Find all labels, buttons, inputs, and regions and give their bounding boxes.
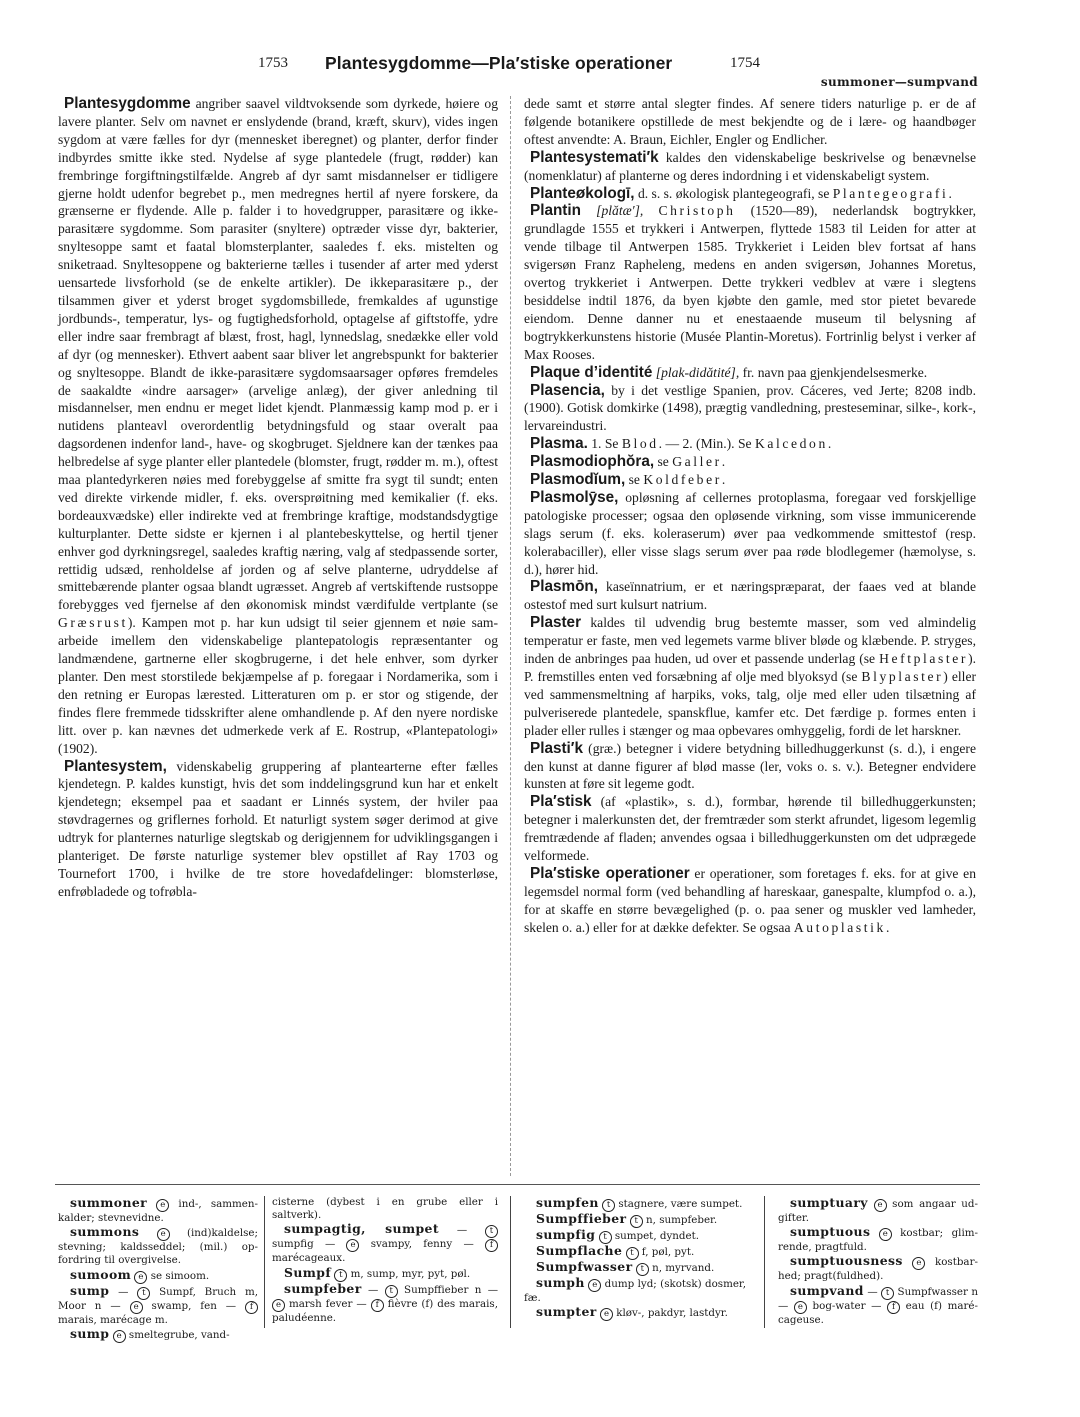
dictionary-headword: summons <box>70 1224 140 1240</box>
entry-text: se <box>625 472 644 488</box>
dictionary-headword: Sumpf <box>284 1264 332 1280</box>
encyclopedia-entry <box>58 95 498 758</box>
entry-headword: Plantesystemati′k <box>530 148 659 166</box>
english-marker-icon: e <box>912 1257 925 1270</box>
dictionary-text: kostbarhed; pragt(fuldhed). <box>778 1256 978 1283</box>
german-marker-icon: t <box>599 1231 612 1244</box>
encyclopedia-entry <box>524 740 976 794</box>
page-number-left: 1753 <box>258 55 288 71</box>
entry-headword: Pla′stisk <box>530 793 592 811</box>
dictionary-text: — <box>368 1283 385 1296</box>
encyclopedia-entry <box>524 149 976 185</box>
footer-rule <box>55 1184 980 1185</box>
dictionary-text: eau (f) marécageuse. <box>778 1299 978 1326</box>
dictionary-text: marécageaux. <box>272 1252 346 1265</box>
entry-text: by i det vestlige Spanien, prov. Cáceres, ved Jerte; 8208 indb. (1900). Gotisk domkirke (1498), prægtig vandledning, presteseminar, silke-, kork-, lervareindustri. <box>524 382 976 434</box>
cross-reference: Blyplaster <box>861 669 944 684</box>
dictionary-headword: sumpter <box>536 1304 597 1320</box>
entry-headword: Plasti′k <box>530 739 583 757</box>
dictionary-headword: summoner <box>70 1195 148 1210</box>
german-marker-icon: t <box>137 1287 150 1300</box>
encyclopedia-entry <box>524 453 976 471</box>
german-marker-icon: t <box>385 1285 398 1298</box>
dictionary-entry <box>778 1284 978 1327</box>
dictionary-text: som angaar udgifter. <box>778 1198 978 1224</box>
footer-column-divider <box>764 1196 765 1328</box>
german-marker-icon: t <box>334 1269 347 1282</box>
english-marker-icon: e <box>879 1228 892 1241</box>
entry-text: ). P. fremstilles enten ved forsæbning af olje med blyoksyd (se <box>524 651 976 684</box>
cross-reference: Christoph <box>658 203 736 219</box>
dictionary-headword: sumpfig <box>536 1227 596 1242</box>
dictionary-headword: sumpagtig, sumpet <box>284 1221 439 1237</box>
entry-headword: Plaque d’identité <box>530 363 653 381</box>
german-marker-icon: t <box>485 1225 498 1238</box>
entry-text: . — 2. (Min.). Se <box>658 436 755 452</box>
entry-headword: Plasencia, <box>530 381 605 399</box>
dictionary-text: svampy, fenny — <box>359 1238 485 1251</box>
dictionary-text: swamp, fen — <box>142 1299 245 1312</box>
dictionary-headword: Sumpfwasser <box>536 1259 633 1274</box>
entry-text: (1520—89), nederlandsk bogtrykker, grundlagde 1555 et trykkeri i Antwerpen, flyttede 1583 til Leiden for atter at vende tilbage til Antwerpen 1585. Trykkeriet i Leiden blev fortsat af hans svigersøn Franz Rapheleng, medens en anden svigersøn, Johannes Moretus, overtog trykkeriet i Antwerpen. Dette trykkeri vedblev at være i slegtens besiddelse indtil 1876, da byen kjøbte den gamle, med stor pietet bevarede eiendom. Denne danner nu et enestaaende museum til belysning af bogtrykkerkunstens historie (Musée Plantin-Moretus). Fortrinlig belyst i verker af Max Rooses. <box>524 203 976 362</box>
entry-text: se <box>654 454 673 470</box>
encyclopedia-entry <box>524 435 976 453</box>
dictionary-headword: sumoom <box>70 1266 132 1282</box>
dictionary-entry <box>524 1276 746 1305</box>
dictionary-text: kløv-, pakdyr, lastdyr. <box>612 1307 728 1320</box>
french-marker-icon: f <box>245 1301 258 1314</box>
entry-headword: Plasmodiophŏra, <box>530 453 655 471</box>
german-marker-icon: t <box>881 1287 894 1300</box>
entry-text: kaseïnnatrium, er et næringspræparat, der faaes ved at blande ostestof med surt kulsurt natrium. <box>524 579 976 613</box>
dictionary-entry <box>524 1212 746 1228</box>
entry-text: kaldes den videnskabelige beskrivelse og benævnelse (nomenklatur) af planterne og deres indordning i et videnskabeligt system. <box>524 149 976 183</box>
encyclopedia-entry <box>524 578 976 614</box>
english-marker-icon: e <box>130 1301 143 1314</box>
entry-pronunciation: [plătæ′], <box>581 203 644 219</box>
english-marker-icon: e <box>600 1308 613 1321</box>
dictionary-entry <box>272 1196 498 1222</box>
entry-text: er operationer, som foretages f. eks. for at give en legemsdel normal form (ved behandling af hareskaar, ganespalte, klumpfod o. a.), for at skaffe en større bevægelighed (p. o. paa sener og muskler ved lamheder, skelen o. a.) eller for at dække defekter. Se ogsaa <box>524 865 976 935</box>
dictionary-headword: Sumpflache <box>536 1243 623 1258</box>
cross-reference: Kalcedon <box>754 436 828 452</box>
dictionary-text: Sumpffieber n — <box>397 1283 498 1296</box>
entry-headword: Pla′stiske operationer <box>530 864 690 882</box>
encyclopedia-entry <box>524 865 976 937</box>
english-marker-icon: e <box>874 1199 887 1212</box>
dictionary-entry <box>778 1225 978 1254</box>
english-marker-icon: e <box>272 1299 285 1312</box>
footer-column-divider <box>264 1196 265 1328</box>
dictionary-entry <box>778 1196 978 1225</box>
entry-text: opløsning af cellernes protoplasma, foregaar ved forskjellige patologiske processer; ogsaa den opløsende virkning, som visse immunicerende slags serum (f. eks. koleraserum) øver paa vedkommende smittestof (resp. kolerabaciller), eller visse slags serum øver paa røde blodlegemer (hæmolyse, s. d.), hører hid. <box>524 489 976 577</box>
entry-headword: Plantin <box>530 202 581 220</box>
encyclopedia-entry <box>524 95 976 149</box>
dictionary-column-3 <box>524 1196 746 1321</box>
entry-headword: Plasmolȳse, <box>530 488 619 506</box>
dictionary-headword: sumph <box>536 1275 585 1290</box>
entry-headword: Plasma. <box>530 435 588 453</box>
dictionary-headword: sump <box>70 1325 110 1341</box>
entry-text: fr. navn paa gjenkjendelsesmerke. <box>739 364 928 380</box>
entry-pronunciation: [plak-didătité], <box>652 364 740 380</box>
entry-text: (af «plastik», s. d.), formbar, hørende til billedhuggerkunsten; betegner i malerkunsten det, der fremtræder som sterkt afrundet, ligesom legemlig fremtrædende af fladen; anvendes ogsaa i billedhuggerkunsten om det udprægede velformede. <box>524 794 976 864</box>
dictionary-text: stagnere, være sumpet. <box>615 1198 743 1210</box>
dictionary-entry <box>778 1254 978 1283</box>
encyclopedia-entry <box>524 382 976 436</box>
entry-text <box>643 203 658 218</box>
encyclopedia-entry <box>524 489 976 579</box>
english-marker-icon: e <box>588 1279 601 1292</box>
entry-text: . <box>827 436 832 452</box>
dictionary-headword: sumptuousness <box>790 1253 903 1269</box>
dictionary-text: fièvre (f) des marais, paludéenne. <box>272 1297 498 1324</box>
left-column <box>58 95 498 901</box>
page-title: Plantesygdomme—Pla′stiske operationer <box>325 53 673 73</box>
dictionary-text: Sumpf, Bruch m, Moor n — <box>58 1285 258 1312</box>
dictionary-headword: sumpvand <box>790 1282 864 1298</box>
dictionary-text: n, sumpfeber. <box>642 1214 718 1226</box>
cross-reference: Plantegeografi <box>832 185 949 201</box>
german-marker-icon: t <box>636 1263 649 1276</box>
dictionary-text: se simoom. <box>147 1269 210 1282</box>
dictionary-text: marsh fever — <box>285 1297 371 1310</box>
encyclopedia-entry <box>524 471 976 489</box>
entry-text: dede samt et større antal slegter findes. Af senere tiders naturlige p. er de af følgende botanikere opstillede de mest bekjendte og de i lære- og haandbøger oftest anvendte: A. Braun, Eichler, Engler og Endlicher. <box>524 96 976 147</box>
entry-text: angriber saavel vildtvoksende som dyrkede, høiere og lavere planter. Selv om navnet er enslydende (brand, kræft, skurv), vides ingen sygdom at være fælles for dyr (mennesket iberegnet) og planter, derfor finder indbyrdes smitte ikke sted. Nydelse af syge plantedele (frugt, rødder) kan frembringe forgiftningstilfælde. Angreb af dyr samt misdannelser er tidligere gjerne holdt udenfor begrebet p., men medregnes hertil af nyere forskere, da grænserne er flydende. Alle p. falder i to hovedgrupper, parasitære og ikke-parasitære sygdomme. Som parasiter (snyltere) optræder visse dyr, bakterier, snyltesoppe samt et faatal blomsterplanter, saaledes f. eks. mistelten og sniketraad. Snyltesoppene og bakterierne tælles i tusender af arter med yderst uensartede livsforhold (se de enkelte artikler). De ikkeparasitære p., der tilsammen giver et yderst broget sygdomsbillede, fremkaldes af ugunstige jordbunds-, temperatur, lys- og fugtighedsforhold, optagelse af giftstoffe, ydre eller indre saar frembragt af blæst, frost, hagl, lynnedslag, snedække eller vold af dyr (og mennesker). Ethvert aabent saar bliver let angrebspunkt for bakterier og snyltesoppe. Blandt de ikke-parasitære sygdomsaarsager opføres fremdeles de saakaldte «indre aarsager» (arvelige anlæg), der giver anledning til misdannelser, men endnu er meget lidet kjendt. Planmæssig kamp mod p. er i nutidens planteavl overordentlig betydningsfuld og staar overalt paa dagsordenen indenfor land-, have- og skogbruget. Sjeldnere kan der tænkes paa helbredelse af syge planter eller plantedele (blomster, frugt, rødder m. m.), oftest maa plantedyrkeren nøies med forebyggelse af smitte fra sygt til sundt; enten ved direkte virkende midler, f. eks. oversprøitning med kemikalier (f. eks. bordeauxvædske) eller indirekte ved at frembringe kraftige, modstandsdygtige kulturplanter. Dette sidste er kjernen i al plantebeskyttelse, og hertil tjener enhver god dyrkningsregel, saaledes kraftig næring, valg af stedpassende sorter, rettidig udsæd, renholdelse af jorden og af selve planterne, udryddelse af smittebærende planter ogsaa blandt ugræsset. Angreb af vertskiftende rustsoppe forebygges ved fjernelse af den økonomisk mindst værdifulde vertplante (se <box>58 96 498 613</box>
french-marker-icon: f <box>887 1301 900 1314</box>
dictionary-entry <box>58 1196 258 1225</box>
dictionary-text: m, sump, myr, pyt, pøl. <box>347 1267 471 1280</box>
entry-text: . <box>885 919 890 935</box>
cross-reference: Heftplaster <box>879 651 969 667</box>
dictionary-entry <box>58 1225 258 1267</box>
entry-text: ) eller ved sammensmeltning af harpiks, voks, talg, olje med eller uden tilsætning af pulveriserede plantedele, spanskflue, kamfer etc. Det færdige p. formes enten i plader eller rulles i stænger og maa opbevares omhyggelig, fordi de let harskner. <box>524 669 977 738</box>
entry-headword: Plasmōn, <box>530 578 599 596</box>
dictionary-column-1 <box>58 1196 258 1343</box>
dictionary-text: marais, marécage m. <box>58 1313 168 1326</box>
dictionary-entry <box>58 1327 258 1343</box>
encyclopedia-entry <box>524 614 976 739</box>
encyclopedia-entry <box>524 185 976 203</box>
entry-text: (græ.) betegner i videre betydning billedhuggerkunst (s. d.), i engere den kunst at danne figurer af blød masse (ler, voks o. s. v.). Betegner endvidere kunsten at føre sit legeme godt. <box>524 740 976 792</box>
dictionary-text: dump lyd; (skotsk) dosmer, fæ. <box>524 1278 746 1304</box>
dictionary-text: (ind)kaldelse; stevning; kaldsseddel; (mil.) opfordring til overgivelse. <box>58 1227 258 1267</box>
dictionary-entry <box>524 1196 746 1212</box>
encyclopedia-entry <box>58 758 498 901</box>
cross-reference: Koldfeber <box>643 472 722 488</box>
footer-column-divider <box>510 1196 511 1328</box>
french-marker-icon: f <box>371 1299 384 1312</box>
page-number-right: 1754 <box>730 55 760 71</box>
dictionary-column-2 <box>272 1196 498 1325</box>
dictionary-headword: sumpfen <box>536 1195 599 1210</box>
english-marker-icon: e <box>346 1239 359 1252</box>
dictionary-headword: sumptuous <box>790 1224 871 1240</box>
entry-headword: Plasmodĭum, <box>530 471 626 489</box>
english-marker-icon: e <box>157 1228 170 1241</box>
encyclopedia-entry <box>524 364 976 382</box>
entry-text: 1. Se <box>587 436 622 452</box>
entry-text: . <box>721 454 726 470</box>
column-divider <box>510 96 511 1176</box>
dictionary-column-4 <box>778 1196 978 1327</box>
dictionary-text: n, myrvand. <box>648 1262 715 1274</box>
dictionary-entry <box>58 1284 258 1327</box>
cross-reference: Galler <box>672 454 722 470</box>
footer-guide-words: summoner—sumpvand <box>820 75 978 89</box>
english-marker-icon: e <box>134 1271 147 1284</box>
dictionary-headword: sump <box>70 1282 110 1298</box>
encyclopedia-entry <box>524 202 976 363</box>
german-marker-icon: t <box>602 1199 615 1212</box>
dictionary-entry <box>524 1244 746 1260</box>
english-marker-icon: e <box>113 1330 126 1343</box>
entry-text: videnskabelig gruppering af plantearterne efter fælles kjendetegn. P. kaldes kunstigt, hvis det som inddelingsgrund kun har et enkelt kjendetegn; eksempel paa et saadant er Linnés system, der hviler paa støvdragernes og griflernes forhold. Et naturligt system søger derimod at give udtryk for planternes naturlige slegtskab og derigjennem for udviklingsgangen i planteriget. De første naturlige systemer blev opstillet af Ray 1703 og Tournefort 1700, i hvilke de tre store hovedafdelinger: blomsterløse, enfrøbladede og tofrøbla- <box>58 758 498 899</box>
entry-text: kaldes til udvendig brug bestemte masser, som ved almindelig temperatur er faste, men ved legemets varme bliver bløde og klæbende. P. stryges, inden de anbringes paa huden, ud over et passende underlag (se <box>524 615 976 667</box>
dictionary-text: bog-water — <box>806 1299 888 1312</box>
dictionary-text: cisterne (dybest i en grube eller i saltverk). <box>272 1196 498 1222</box>
entry-headword: Planteøkologī, <box>530 184 635 202</box>
dictionary-text: sumpfig — <box>272 1238 347 1251</box>
encyclopedia-entry <box>524 793 976 865</box>
french-marker-icon: f <box>485 1239 498 1252</box>
entry-text: . <box>721 472 726 488</box>
dictionary-text: — <box>456 1224 485 1237</box>
english-marker-icon: e <box>156 1199 169 1212</box>
entry-headword: Plaster <box>530 614 582 632</box>
dictionary-entry <box>272 1266 498 1282</box>
dictionary-text: ind-, sammenkalder; stevnevidne. <box>58 1198 258 1224</box>
right-column <box>524 95 976 937</box>
dictionary-headword: sumptuary <box>790 1195 868 1210</box>
dictionary-headword: Sumpffieber <box>536 1211 627 1226</box>
entry-text: . <box>948 185 952 201</box>
dictionary-text: — <box>867 1285 882 1298</box>
entry-text: d. s. s. økologisk plantegeografi, se <box>634 185 833 201</box>
dictionary-entry <box>272 1222 498 1265</box>
german-marker-icon: t <box>626 1247 639 1260</box>
dictionary-text: kostbar; glimrende, pragtfuld. <box>778 1227 978 1254</box>
entry-headword: Plantesygdomme <box>64 95 191 112</box>
german-marker-icon: t <box>630 1215 643 1228</box>
dictionary-text: Sumpfwasser n — <box>778 1285 978 1312</box>
cross-reference: Græsrust <box>58 615 128 631</box>
dictionary-text: sumpet, dyndet. <box>611 1230 700 1242</box>
dictionary-entry <box>524 1260 746 1276</box>
dictionary-entry <box>524 1305 746 1321</box>
dictionary-entry <box>272 1282 498 1325</box>
dictionary-entry <box>524 1228 746 1244</box>
dictionary-entry <box>58 1268 258 1284</box>
english-marker-icon: e <box>794 1301 807 1314</box>
entry-text: ). Kampen mot p. har kun udsigt til seier gjennem et nøie samarbeide imellem den videnskabelige plantepatologis repræsentanter og landmændene, gartnerne eller skogbrugerne, i det hele enhver, som dyrker planter. Den mest storstilede bekjæmpelse af p. foregaar i Nordamerika, som i den retning er Europas lærested. Litteraturen om p. er stor og stigende, der findes flere fremmede tidsskrifter alene omhandlende p. Af den nyere nordiske litt. over p. kan nævnes det udmerkede verk af E. Rostrup, «Plantepatologi» (1902). <box>58 615 498 756</box>
dictionary-text: smeltegrube, vand- <box>125 1328 230 1341</box>
cross-reference: Autoplastik <box>793 919 886 935</box>
cross-reference: Blod <box>621 436 659 452</box>
dictionary-headword: sumpfeber <box>284 1280 362 1296</box>
entry-headword: Plantesystem, <box>64 757 167 775</box>
dictionary-text: f, pøl, pyt. <box>638 1246 695 1258</box>
dictionary-text: — <box>118 1285 138 1298</box>
